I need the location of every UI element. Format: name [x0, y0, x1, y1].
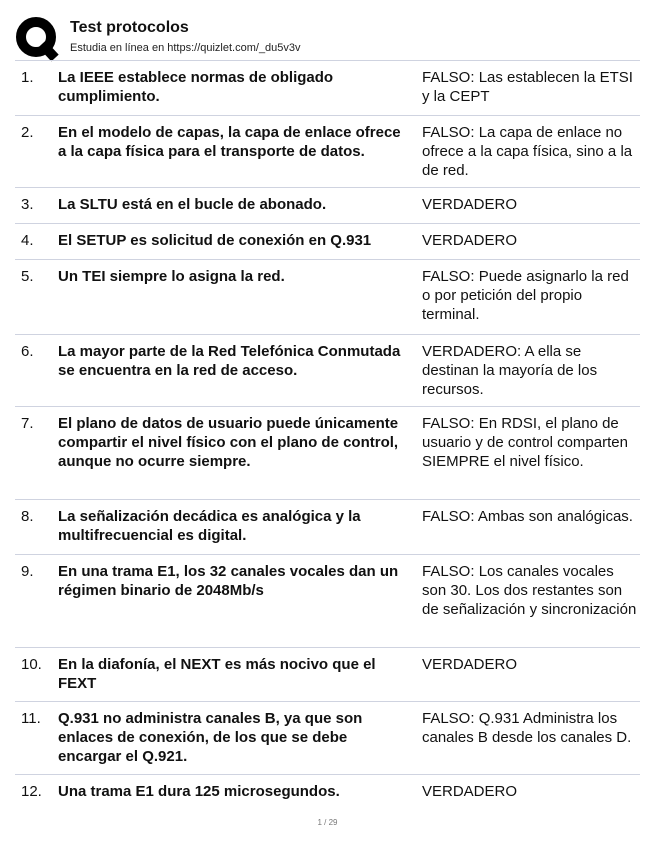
- flashcard-row: [15, 223, 640, 259]
- card-answer: VERDADERO: [422, 232, 518, 249]
- card-question: La mayor parte de la Red Telefónica Conmutada se encuentra en la red de acceso.: [58, 343, 401, 379]
- study-online-link[interactable]: Estudia en línea en https://quizlet.com/_du5v3v: [70, 42, 301, 54]
- card-number: 4.: [21, 232, 34, 249]
- card-answer: FALSO: Ambas son analógicas.: [422, 508, 633, 525]
- quizlet-logo-icon: [15, 16, 61, 62]
- flashcard-row: [15, 406, 640, 499]
- card-question: Un TEI siempre lo asigna la red.: [58, 268, 285, 285]
- card-answer: FALSO: Los canales vocales son 30. Los dos restantes son de señalización y sincronización: [422, 563, 637, 618]
- card-question: Una trama E1 dura 125 microsegundos.: [58, 783, 340, 800]
- flashcard-row: [15, 647, 640, 701]
- card-number: 3.: [21, 196, 34, 213]
- card-number: 10.: [21, 656, 42, 673]
- page-header: [15, 12, 640, 58]
- card-answer: FALSO: Puede asignarlo la red o por petición del propio terminal.: [422, 268, 629, 323]
- flashcard-row: [15, 774, 640, 810]
- card-number: 2.: [21, 124, 34, 141]
- flashcard-row: [15, 187, 640, 223]
- flashcard-row: [15, 554, 640, 647]
- card-number: 6.: [21, 343, 34, 360]
- flashcard-row: [15, 701, 640, 774]
- card-number: 5.: [21, 268, 34, 285]
- flashcard-row: [15, 115, 640, 187]
- card-number: 7.: [21, 415, 34, 432]
- card-number: 8.: [21, 508, 34, 525]
- card-question: El plano de datos de usuario puede únicamente compartir el nivel físico con el plano de control, aunque no ocurre siempre.: [58, 415, 399, 470]
- card-number: 1.: [21, 69, 34, 86]
- card-question: En una trama E1, los 32 canales vocales dan un régimen binario de 2048Mb/s: [58, 563, 399, 599]
- card-question: La IEEE establece normas de obligado cumplimiento.: [58, 69, 334, 105]
- card-number: 9.: [21, 563, 34, 580]
- card-answer: VERDADERO: A ella se destinan la mayoría de los recursos.: [422, 343, 598, 398]
- card-answer: FALSO: En RDSI, el plano de usuario y de control comparten SIEMPRE el nivel físico.: [422, 415, 628, 470]
- card-question: En la diafonía, el NEXT es más nocivo que el FEXT: [58, 656, 376, 692]
- card-question: El SETUP es solicitud de conexión en Q.931: [58, 232, 372, 249]
- flashcard-row: [15, 334, 640, 406]
- card-number: 12.: [21, 783, 42, 800]
- card-answer: FALSO: La capa de enlace no ofrece a la capa física, sino a la de red.: [422, 124, 633, 179]
- card-answer: FALSO: Las establecen la ETSI y la CEPT: [422, 69, 633, 105]
- card-answer: VERDADERO: [422, 783, 518, 800]
- card-number: 11.: [21, 710, 41, 727]
- card-question: En el modelo de capas, la capa de enlace ofrece a la capa física para el transporte de datos.: [58, 124, 401, 160]
- page-number: 1 / 29: [317, 818, 338, 827]
- flashcard-row: [15, 60, 640, 115]
- card-question: La SLTU está en el bucle de abonado.: [58, 196, 327, 213]
- card-question: Q.931 no administra canales B, ya que son enlaces de conexión, de los que se debe encargar el Q.921.: [58, 710, 363, 765]
- card-answer: VERDADERO: [422, 656, 518, 673]
- flashcard-row: [15, 499, 640, 554]
- page-title: Test protocolos: [70, 19, 189, 36]
- card-answer: FALSO: Q.931 Administra los canales B desde los canales D.: [422, 710, 632, 746]
- flashcard-list: [15, 60, 640, 810]
- card-question: La señalización decádica es analógica y la multifrecuencial es digital.: [58, 508, 361, 544]
- card-answer: VERDADERO: [422, 196, 518, 213]
- flashcard-row: [15, 259, 640, 334]
